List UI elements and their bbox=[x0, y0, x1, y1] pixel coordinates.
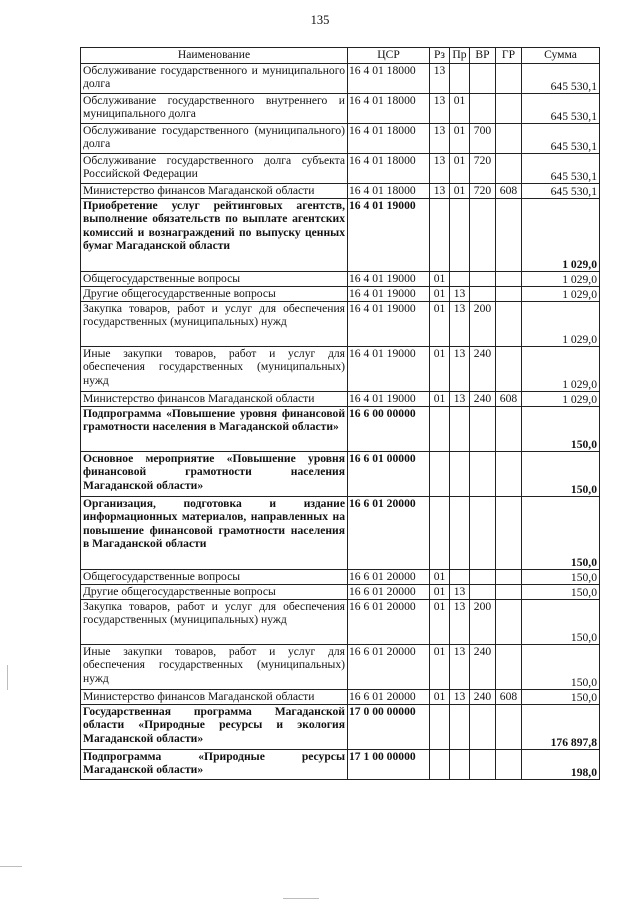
table-row bbox=[81, 407, 600, 452]
row-vr: 720 bbox=[470, 154, 496, 184]
header-name: Наименование bbox=[81, 48, 348, 64]
row-csr: 16 4 01 19000 bbox=[348, 287, 430, 302]
row-sum: 1 029,0 bbox=[522, 347, 600, 392]
row-gr bbox=[496, 287, 522, 302]
table-row bbox=[81, 94, 600, 124]
row-vr bbox=[470, 199, 496, 272]
header-pr: Пр bbox=[450, 48, 470, 64]
row-name: Общегосударственные вопросы bbox=[81, 570, 348, 585]
row-gr bbox=[496, 64, 522, 94]
row-pr: 13 bbox=[450, 585, 470, 600]
row-vr bbox=[470, 287, 496, 302]
row-pr: 01 bbox=[450, 94, 470, 124]
header-csr: ЦСР bbox=[348, 48, 430, 64]
row-sum: 150,0 bbox=[522, 407, 600, 452]
row-rz: 13 bbox=[430, 94, 450, 124]
row-pr bbox=[450, 199, 470, 272]
row-pr: 13 bbox=[450, 392, 470, 407]
table-row bbox=[81, 184, 600, 199]
row-name: Другие общегосударственные вопросы bbox=[81, 287, 348, 302]
row-sum: 1 029,0 bbox=[522, 392, 600, 407]
row-rz bbox=[430, 705, 450, 750]
row-csr: 16 6 00 00000 bbox=[348, 407, 430, 452]
row-sum: 198,0 bbox=[522, 750, 600, 780]
table-row bbox=[81, 347, 600, 392]
table-row bbox=[81, 302, 600, 347]
row-pr bbox=[450, 705, 470, 750]
row-pr bbox=[450, 64, 470, 94]
row-gr bbox=[496, 407, 522, 452]
row-rz: 01 bbox=[430, 302, 450, 347]
row-rz: 13 bbox=[430, 124, 450, 154]
row-pr: 13 bbox=[450, 347, 470, 392]
row-csr: 16 4 01 19000 bbox=[348, 347, 430, 392]
row-sum: 150,0 bbox=[522, 645, 600, 690]
row-name: Обслуживание государственного внутреннего и муниципального долга bbox=[81, 94, 348, 124]
row-sum: 1 029,0 bbox=[522, 272, 600, 287]
row-gr bbox=[496, 124, 522, 154]
row-name: Министерство финансов Магаданской области bbox=[81, 392, 348, 407]
header-gr: ГР bbox=[496, 48, 522, 64]
row-pr bbox=[450, 497, 470, 570]
row-csr: 16 6 01 20000 bbox=[348, 585, 430, 600]
row-pr bbox=[450, 452, 470, 497]
row-gr bbox=[496, 585, 522, 600]
row-vr: 240 bbox=[470, 392, 496, 407]
row-sum: 176 897,8 bbox=[522, 705, 600, 750]
scan-edge-mark bbox=[283, 898, 319, 899]
table-body bbox=[81, 64, 600, 780]
row-sum: 1 029,0 bbox=[522, 287, 600, 302]
row-name: Основное мероприятие «Повышение уровня финансовой грамотности населения Магаданской области» bbox=[81, 452, 348, 497]
row-rz: 01 bbox=[430, 570, 450, 585]
row-csr: 17 1 00 00000 bbox=[348, 750, 430, 780]
row-csr: 16 4 01 18000 bbox=[348, 124, 430, 154]
row-pr: 13 bbox=[450, 690, 470, 705]
row-name: Закупка товаров, работ и услуг для обеспечения государственных (муниципальных) нужд bbox=[81, 600, 348, 645]
row-sum: 1 029,0 bbox=[522, 302, 600, 347]
row-rz bbox=[430, 407, 450, 452]
table-row bbox=[81, 199, 600, 272]
row-csr: 16 4 01 18000 bbox=[348, 64, 430, 94]
row-csr: 16 6 01 20000 bbox=[348, 645, 430, 690]
table-row bbox=[81, 272, 600, 287]
row-name: Обслуживание государственного и муниципального долга bbox=[81, 64, 348, 94]
scan-edge-mark bbox=[7, 665, 8, 690]
row-rz: 01 bbox=[430, 645, 450, 690]
row-vr bbox=[470, 585, 496, 600]
row-vr bbox=[470, 452, 496, 497]
table-row bbox=[81, 452, 600, 497]
table-row bbox=[81, 750, 600, 780]
row-name: Подпрограмма «Повышение уровня финансовой грамотности населения в Магаданской области» bbox=[81, 407, 348, 452]
table-row bbox=[81, 287, 600, 302]
row-gr bbox=[496, 94, 522, 124]
row-vr bbox=[470, 570, 496, 585]
row-csr: 16 4 01 18000 bbox=[348, 184, 430, 199]
row-csr: 16 4 01 19000 bbox=[348, 392, 430, 407]
row-name: Иные закупки товаров, работ и услуг для обеспечения государственных (муниципальных) нужд bbox=[81, 645, 348, 690]
row-pr bbox=[450, 272, 470, 287]
row-vr: 200 bbox=[470, 600, 496, 645]
table-row bbox=[81, 392, 600, 407]
row-gr bbox=[496, 199, 522, 272]
table-row bbox=[81, 124, 600, 154]
table-row bbox=[81, 705, 600, 750]
row-pr bbox=[450, 750, 470, 780]
row-gr: 608 bbox=[496, 184, 522, 199]
row-sum: 645 530,1 bbox=[522, 184, 600, 199]
table-row bbox=[81, 645, 600, 690]
row-vr bbox=[470, 94, 496, 124]
row-name: Государственная программа Магаданской области «Природные ресурсы и экология Магаданской области» bbox=[81, 705, 348, 750]
row-csr: 16 4 01 19000 bbox=[348, 272, 430, 287]
row-pr: 01 bbox=[450, 154, 470, 184]
row-gr bbox=[496, 452, 522, 497]
row-rz: 01 bbox=[430, 392, 450, 407]
row-gr bbox=[496, 302, 522, 347]
row-csr: 16 4 01 18000 bbox=[348, 154, 430, 184]
row-rz: 01 bbox=[430, 287, 450, 302]
row-rz bbox=[430, 199, 450, 272]
row-pr: 13 bbox=[450, 600, 470, 645]
row-pr: 01 bbox=[450, 124, 470, 154]
row-rz: 13 bbox=[430, 154, 450, 184]
row-vr bbox=[470, 750, 496, 780]
row-vr: 240 bbox=[470, 645, 496, 690]
table-row bbox=[81, 64, 600, 94]
row-csr: 16 6 01 20000 bbox=[348, 690, 430, 705]
row-csr: 16 6 01 20000 bbox=[348, 497, 430, 570]
row-sum: 150,0 bbox=[522, 585, 600, 600]
page-number: 135 bbox=[310, 13, 330, 27]
row-rz: 01 bbox=[430, 585, 450, 600]
row-rz: 01 bbox=[430, 600, 450, 645]
row-gr: 608 bbox=[496, 690, 522, 705]
row-sum: 645 530,1 bbox=[522, 154, 600, 184]
row-vr: 200 bbox=[470, 302, 496, 347]
row-pr: 13 bbox=[450, 645, 470, 690]
row-vr: 700 bbox=[470, 124, 496, 154]
row-csr: 17 0 00 00000 bbox=[348, 705, 430, 750]
row-rz: 01 bbox=[430, 690, 450, 705]
table-row bbox=[81, 585, 600, 600]
row-gr bbox=[496, 272, 522, 287]
row-gr bbox=[496, 705, 522, 750]
row-pr: 01 bbox=[450, 184, 470, 199]
row-name: Закупка товаров, работ и услуг для обеспечения государственных (муниципальных) нужд bbox=[81, 302, 348, 347]
row-sum: 150,0 bbox=[522, 570, 600, 585]
scan-edge-mark bbox=[0, 866, 22, 867]
row-sum: 150,0 bbox=[522, 690, 600, 705]
row-vr: 240 bbox=[470, 347, 496, 392]
row-name: Министерство финансов Магаданской области bbox=[81, 690, 348, 705]
row-csr: 16 6 01 20000 bbox=[348, 600, 430, 645]
row-sum: 645 530,1 bbox=[522, 124, 600, 154]
row-gr bbox=[496, 600, 522, 645]
row-rz: 01 bbox=[430, 272, 450, 287]
row-pr bbox=[450, 407, 470, 452]
row-pr: 13 bbox=[450, 302, 470, 347]
row-name: Общегосударственные вопросы bbox=[81, 272, 348, 287]
row-gr: 608 bbox=[496, 392, 522, 407]
row-gr bbox=[496, 645, 522, 690]
row-name: Организация, подготовка и издание информационных материалов, направленных на повышение финансовой грамотности населения в Магаданской области bbox=[81, 497, 348, 570]
table-row bbox=[81, 497, 600, 570]
row-vr bbox=[470, 64, 496, 94]
row-rz bbox=[430, 750, 450, 780]
row-gr bbox=[496, 154, 522, 184]
row-csr: 16 4 01 19000 bbox=[348, 302, 430, 347]
row-vr bbox=[470, 497, 496, 570]
row-rz: 01 bbox=[430, 347, 450, 392]
row-csr: 16 4 01 19000 bbox=[348, 199, 430, 272]
row-vr bbox=[470, 705, 496, 750]
row-name: Другие общегосударственные вопросы bbox=[81, 585, 348, 600]
row-sum: 150,0 bbox=[522, 600, 600, 645]
header-sum: Сумма bbox=[522, 48, 600, 64]
row-name: Обслуживание государственного долга субъекта Российской Федерации bbox=[81, 154, 348, 184]
row-rz: 13 bbox=[430, 64, 450, 94]
row-pr: 13 bbox=[450, 287, 470, 302]
row-sum: 150,0 bbox=[522, 497, 600, 570]
row-csr: 16 4 01 18000 bbox=[348, 94, 430, 124]
table-row bbox=[81, 690, 600, 705]
table-row bbox=[81, 600, 600, 645]
row-vr: 240 bbox=[470, 690, 496, 705]
row-gr bbox=[496, 750, 522, 780]
row-name: Подпрограмма «Природные ресурсы Магаданской области» bbox=[81, 750, 348, 780]
row-sum: 150,0 bbox=[522, 452, 600, 497]
header-vr: ВР bbox=[470, 48, 496, 64]
row-rz bbox=[430, 497, 450, 570]
row-name: Обслуживание государственного (муниципального) долга bbox=[81, 124, 348, 154]
table-row bbox=[81, 154, 600, 184]
row-vr: 720 bbox=[470, 184, 496, 199]
row-rz bbox=[430, 452, 450, 497]
table-row bbox=[81, 570, 600, 585]
table-header-row bbox=[81, 48, 600, 64]
row-gr bbox=[496, 570, 522, 585]
row-rz: 13 bbox=[430, 184, 450, 199]
row-csr: 16 6 01 00000 bbox=[348, 452, 430, 497]
row-gr bbox=[496, 497, 522, 570]
row-sum: 645 530,1 bbox=[522, 64, 600, 94]
row-name: Приобретение услуг рейтинговых агентств, выполнение обязательств по выплате агентских комиссий и вознаграждений по выпуску ценных бумаг Магаданской области bbox=[81, 199, 348, 272]
row-sum: 1 029,0 bbox=[522, 199, 600, 272]
row-vr bbox=[470, 407, 496, 452]
row-vr bbox=[470, 272, 496, 287]
header-rz: Рз bbox=[430, 48, 450, 64]
row-name: Министерство финансов Магаданской области bbox=[81, 184, 348, 199]
budget-table bbox=[80, 47, 600, 780]
row-sum: 645 530,1 bbox=[522, 94, 600, 124]
row-name: Иные закупки товаров, работ и услуг для обеспечения государственных (муниципальных) нужд bbox=[81, 347, 348, 392]
row-gr bbox=[496, 347, 522, 392]
row-csr: 16 6 01 20000 bbox=[348, 570, 430, 585]
row-pr bbox=[450, 570, 470, 585]
